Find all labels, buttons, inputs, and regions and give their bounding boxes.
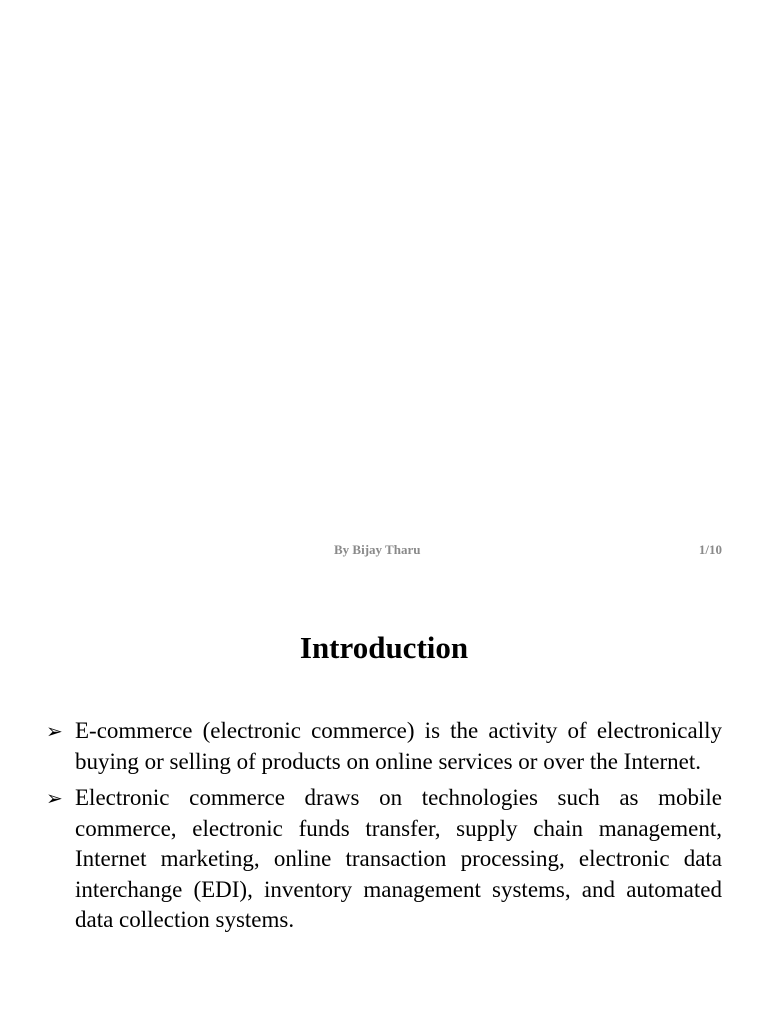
bullet-item [46,716,722,777]
slide-footer [0,540,768,560]
arrowhead-bullet-icon: ➢ [46,786,63,810]
page-number: 1/10 [698,542,722,557]
bullet-item [46,783,722,936]
slide-title: Introduction [299,630,469,665]
footer-author: By Bijay Tharu [334,542,421,557]
bullet-list [46,716,722,942]
bullet-text: Electronic commerce draws on technologies such as mobile commerce, electronic funds transfer, supply chain management, Internet marketing, online transaction processing, electronic data interchange (EDI), inventory management systems, and automated data collection systems. [75,785,722,932]
arrowhead-bullet-icon: ➢ [46,719,63,743]
bullet-text: E-commerce (electronic commerce) is the activity of electronically buying or selling of products on online services or over the Internet. [75,718,722,774]
